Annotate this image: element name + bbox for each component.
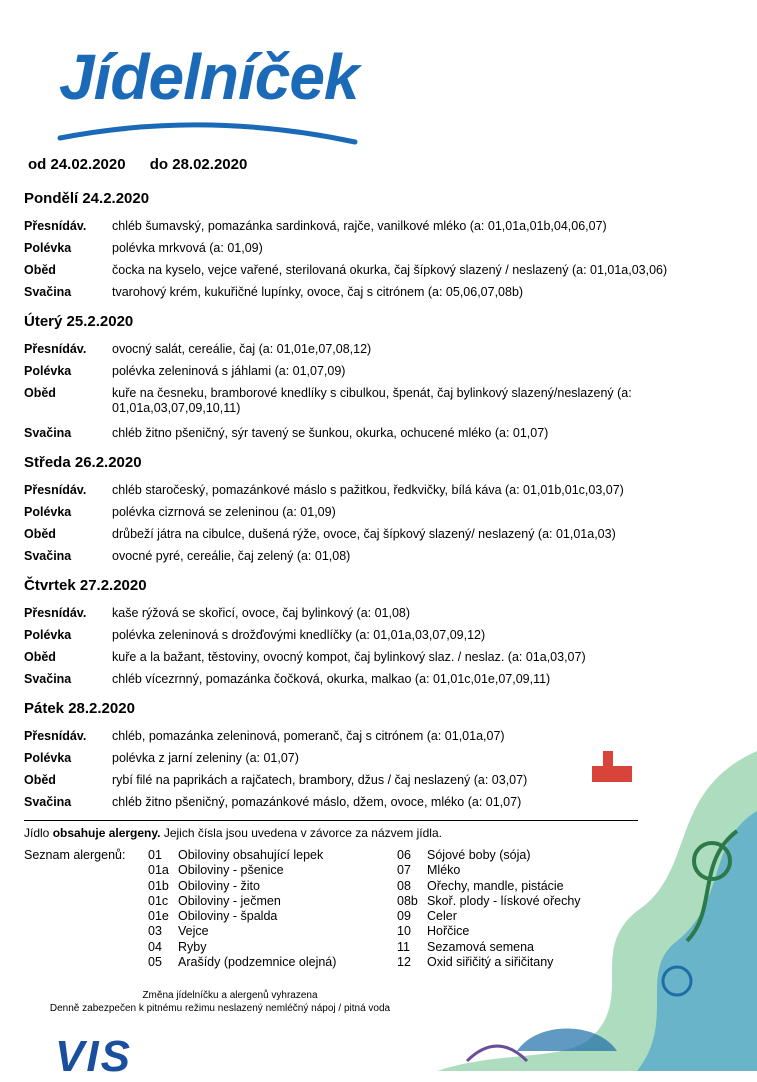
meal-description: polévka zeleninová s drožďovými knedlíčky (a: 01,01a,03,07,09,12) (112, 628, 486, 642)
date-from: od 24.02.2020 (28, 156, 126, 173)
allergen-code: 01b (148, 878, 169, 893)
logo (55, 40, 365, 150)
day-title: Pondělí 24.2.2020 (24, 190, 150, 207)
menu-row (24, 364, 724, 379)
meal-description: polévka z jarní zeleniny (a: 01,07) (112, 751, 299, 765)
meal-type: Polévka (24, 241, 72, 255)
allergen-name: Skoř. plody - lískové ořechy (427, 893, 581, 908)
allergen-code: 03 (148, 924, 162, 939)
allergen-code: 01c (148, 893, 169, 908)
allergen-name: Mléko (427, 863, 461, 878)
allergen-name: Obiloviny - žito (178, 878, 260, 893)
meal-type: Oběd (24, 263, 56, 277)
menu-row (24, 650, 724, 665)
menu-row (24, 672, 724, 687)
meal-description: polévka mrkvová (a: 01,09) (112, 241, 263, 255)
allergen-name: Obiloviny - ječmen (178, 893, 281, 908)
menu-row (24, 426, 724, 441)
menu-row (24, 219, 724, 234)
meal-type: Oběd (24, 527, 56, 541)
allergen-code: 06 (397, 848, 411, 862)
day-title: Čtvrtek 27.2.2020 (24, 577, 147, 594)
allergen-name: Vejce (178, 924, 209, 939)
note-change: Změna jídelníčku a alergenů vyhrazena (142, 990, 318, 1001)
meal-type: Oběd (24, 386, 56, 400)
allergen-item (148, 909, 336, 924)
meal-type: Polévka (24, 751, 72, 765)
allergen-code: 12 (397, 955, 411, 970)
meal-type: Polévka (24, 505, 72, 519)
allergen-code: 04 (148, 939, 162, 954)
menu-row (24, 606, 724, 621)
menu-row (24, 386, 724, 416)
menu-row (24, 628, 724, 643)
allergen-item (148, 894, 336, 909)
allergen-code: 07 (397, 863, 411, 878)
day-title: Pátek 28.2.2020 (24, 700, 135, 717)
meal-description: ovocné pyré, cereálie, čaj zelený (a: 01,08) (112, 549, 351, 563)
meal-description: kuře a la bažant, těstoviny, ovocný kompot, čaj bylinkový slaz. / neslaz. (a: 01a,03,07) (112, 650, 586, 664)
date-to: do 28.02.2020 (149, 156, 248, 173)
allergen-list-label: Seznam alergenů: (24, 848, 126, 862)
meal-type: Svačina (24, 426, 72, 440)
meal-description: polévka cizrnová se zeleninou (a: 01,09) (112, 505, 336, 519)
day-heading (24, 454, 724, 480)
meal-type: Svačina (24, 672, 72, 686)
meal-type: Svačina (24, 795, 72, 809)
vis-logo: VIS (55, 1032, 132, 1081)
allergen-code: 09 (397, 909, 411, 924)
meal-description: čocka na kyselo, vejce vařené, sterilovaná okurka, čaj šípkový slazený / neslazený (a: 01,01a,03,06) (112, 263, 668, 277)
meal-description: rybí filé na paprikách a rajčatech, brambory, džus / čaj neslazený (a: 03,07) (112, 773, 528, 787)
allergen-name: Arašídy (podzemnice olejná) (178, 955, 337, 970)
decorative-sea-illustration (337, 751, 757, 1071)
meal-type: Svačina (24, 549, 72, 563)
allergen-code: 11 (397, 939, 410, 954)
meal-description: tvarohový krém, kukuřičné lupínky, ovoce, čaj s citrónem (a: 05,06,07,08b) (112, 285, 524, 299)
meal-type: Přesnídáv. (24, 729, 87, 743)
allergen-name: Obiloviny obsahující lepek (178, 848, 324, 862)
meal-type: Přesnídáv. (24, 219, 87, 233)
allergen-code: 05 (148, 955, 162, 970)
menu-row (24, 483, 724, 498)
meal-description: polévka zeleninová s jáhlami (a: 01,07,09) (112, 364, 346, 378)
day-title: Středa 26.2.2020 (24, 454, 142, 471)
menu-row (24, 549, 724, 564)
menu-row (24, 342, 724, 357)
logo-swoosh (55, 40, 365, 150)
meal-type: Polévka (24, 628, 72, 642)
allergen-code: 10 (397, 924, 411, 939)
date-range (28, 156, 267, 173)
meal-description: ovocný salát, cereálie, čaj (a: 01,01e,07,08,12) (112, 342, 372, 356)
allergen-name: Ořechy, mandle, pistácie (427, 878, 564, 893)
meal-type: Přesnídáv. (24, 606, 87, 620)
menu-row (24, 263, 724, 278)
meal-description: chléb šumavský, pomazánka sardinková, rajče, vanilkové mléko (a: 01,01a,01b,04,06,07) (112, 219, 607, 233)
day-heading (24, 313, 724, 339)
menu-row (24, 505, 724, 520)
meal-type: Oběd (24, 773, 56, 787)
day-heading (24, 190, 724, 216)
note-drinks: Denně zabezpečen k pitnému režimu neslazený nemléčný nápoj / pitná voda (49, 1003, 391, 1014)
menu-row (24, 729, 724, 744)
meal-description: kaše rýžová se skořicí, ovoce, čaj bylinkový (a: 01,08) (112, 606, 411, 620)
allergen-name: Sójové boby (sója) (427, 848, 531, 862)
allergen-code: 08 (397, 878, 411, 893)
allergen-name: Oxid siřičitý a siřičitany (427, 955, 554, 970)
menu-row (24, 285, 724, 300)
allergen-name: Ryby (178, 939, 207, 954)
meal-type: Oběd (24, 650, 56, 664)
allergen-item (148, 879, 336, 894)
allergen-code: 01e (148, 909, 169, 924)
meal-type: Přesnídáv. (24, 342, 87, 356)
allergen-code: 01 (148, 848, 162, 862)
meal-description: kuře na česneku, bramborové knedlíky s cibulkou, špenát, čaj bylinkový slazený/neslazený (a: 01,01a,03,07,09,10,11) (112, 386, 632, 415)
meal-description: chléb, pomazánka zeleninová, pomeranč, čaj s citrónem (a: 01,01a,07) (112, 729, 505, 743)
allergen-list-left (148, 848, 336, 970)
page-title: Jídelníček (59, 41, 359, 113)
meal-description: chléb vícezrnný, pomazánka čočková, okurka, malkao (a: 01,01c,01e,07,09,11) (112, 672, 551, 686)
meal-description: chléb žitno pšeničný, sýr tavený se šunkou, okurka, ochucené mléko (a: 01,07) (112, 426, 549, 440)
day-title: Úterý 25.2.2020 (24, 313, 134, 330)
meal-description: drůbeží játra na cibulce, dušená rýže, ovoce, čaj šípkový slazený/ neslazený (a: 01,01a,03) (112, 527, 616, 541)
meal-type: Přesnídáv. (24, 483, 87, 497)
allergen-item (148, 940, 336, 955)
allergen-code: 01a (148, 863, 169, 878)
allergen-item (148, 863, 336, 878)
meal-type: Svačina (24, 285, 72, 299)
allergen-name: Celer (427, 909, 457, 924)
meal-type: Polévka (24, 364, 72, 378)
allergen-intro: Jídlo obsahuje alergeny. Jejich čísla jsou uvedena v závorce za názvem jídla. (24, 826, 442, 840)
allergen-item (148, 955, 336, 970)
menu-row (24, 527, 724, 542)
allergen-item (148, 848, 336, 863)
allergen-name: Obiloviny - pšenice (178, 863, 284, 878)
meal-description: chléb žitno pšeničný, pomazánkové máslo, džem, ovoce, mléko (a: 01,07) (112, 795, 522, 809)
day-heading (24, 577, 724, 603)
allergen-code: 08b (397, 893, 418, 908)
allergen-name: Obiloviny - špalda (178, 909, 278, 924)
allergen-name: Sezamová semena (427, 939, 535, 954)
allergen-item (148, 924, 336, 939)
day-heading (24, 700, 724, 726)
menu-row (24, 241, 724, 256)
allergen-name: Hořčice (427, 924, 470, 939)
meal-description: chléb staročeský, pomazánkové máslo s pažitkou, ředkvičky, bílá káva (a: 01,01b,01c,03,07) (112, 483, 624, 497)
